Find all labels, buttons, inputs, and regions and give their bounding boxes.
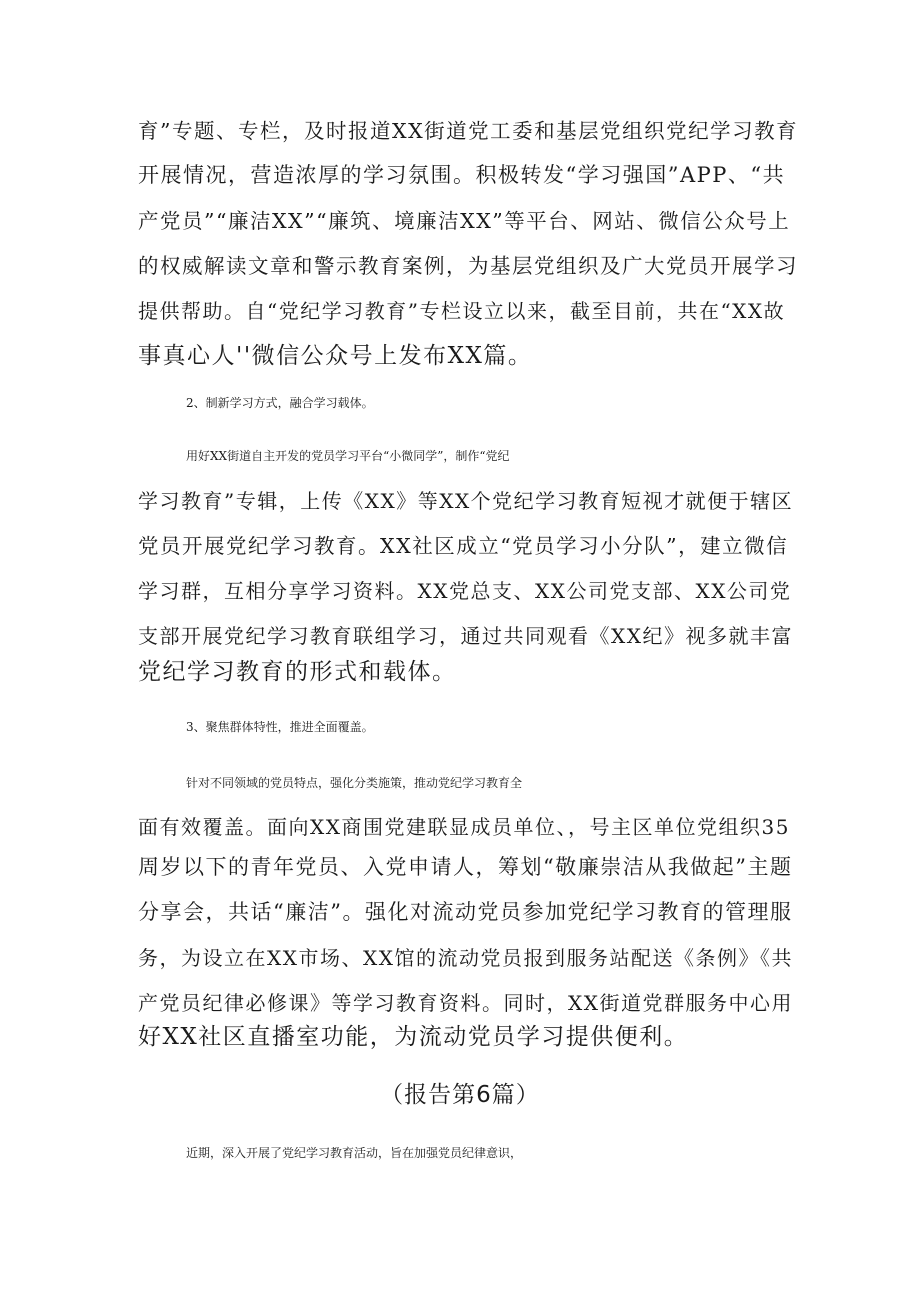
text-line: 务，为设立在XX市场、XX馆的流动党员报到服务站配送《条例》《共: [138, 946, 793, 970]
text-line: 产党员纪律必修课》等学习教育资料。同时，XX街道党群服务中心用: [138, 991, 793, 1015]
text-line: 分享会，共话“廉洁”。强化对流动党员参加党纪学习教育的管理服: [138, 900, 793, 924]
section-heading: 2、制新学习方式，融合学习载体。: [186, 396, 374, 410]
text-line: 面有效覆盖。面向XX商围党建联显成员单位、，号主区单位党组织35: [138, 815, 790, 839]
text-line: 党员开展党纪学习教育。XX社区成立“党员学习小分队”，建立微信: [138, 534, 789, 558]
text-line: 学习群，互相分享学习资料。XX党总支、XX公司党支部、XX公司党: [138, 579, 792, 603]
text-line: 近期，深入开展了党纪学习教育活动，旨在加强党员纪律意识，: [186, 1146, 523, 1160]
text-line: 学习教育”专辑，上传《XX》等XX个党纪学习教育短视才就便于辖区: [138, 489, 794, 513]
text-line: 支部开展党纪学习教育联组学习，通过共同观看《XX纪》视多就丰富: [138, 624, 793, 648]
section-heading: 3、聚焦群体特性，推进全面覆盖。: [186, 720, 374, 734]
text-line: 育”专题、专栏，及时报道XX街道党工委和基层党组织党纪学习教育: [138, 119, 799, 143]
text-line: 好XX社区直播室功能，为流动党员学习提供便利。: [138, 1024, 689, 1050]
text-line: 提供帮助。自“党纪学习教育”专栏设立以来，截至目前，共在“XX故: [138, 299, 786, 323]
text-line: 产党员”“廉洁XX”“廉筑、境廉洁XX”等平台、网站、微信公众号上: [138, 209, 791, 233]
text-line: 针对不同领域的党员特点，强化分类施策，推动党纪学习教育全: [186, 776, 523, 790]
text-line: 用好XX街道自主开发的党员学习平台“小微同学”，制作“党纪: [186, 449, 510, 463]
text-line: 周岁以下的青年党员、入党申请人，筹划“敬廉崇洁从我做起”主题: [138, 855, 793, 879]
text-line: 的权威解读文章和警示教育案例，为基层党组织及广大党员开展学习: [138, 254, 798, 278]
text-line: 开展情况，营造浓厚的学习氛围。积极转发“学习强国”APP、“共: [138, 163, 786, 187]
section-title: （报告第6篇）: [380, 1082, 540, 1108]
text-line: 党纪学习教育的形式和载体。: [138, 659, 457, 685]
text-line: 事真心人''微信公众号上发布XX篇。: [138, 343, 533, 369]
